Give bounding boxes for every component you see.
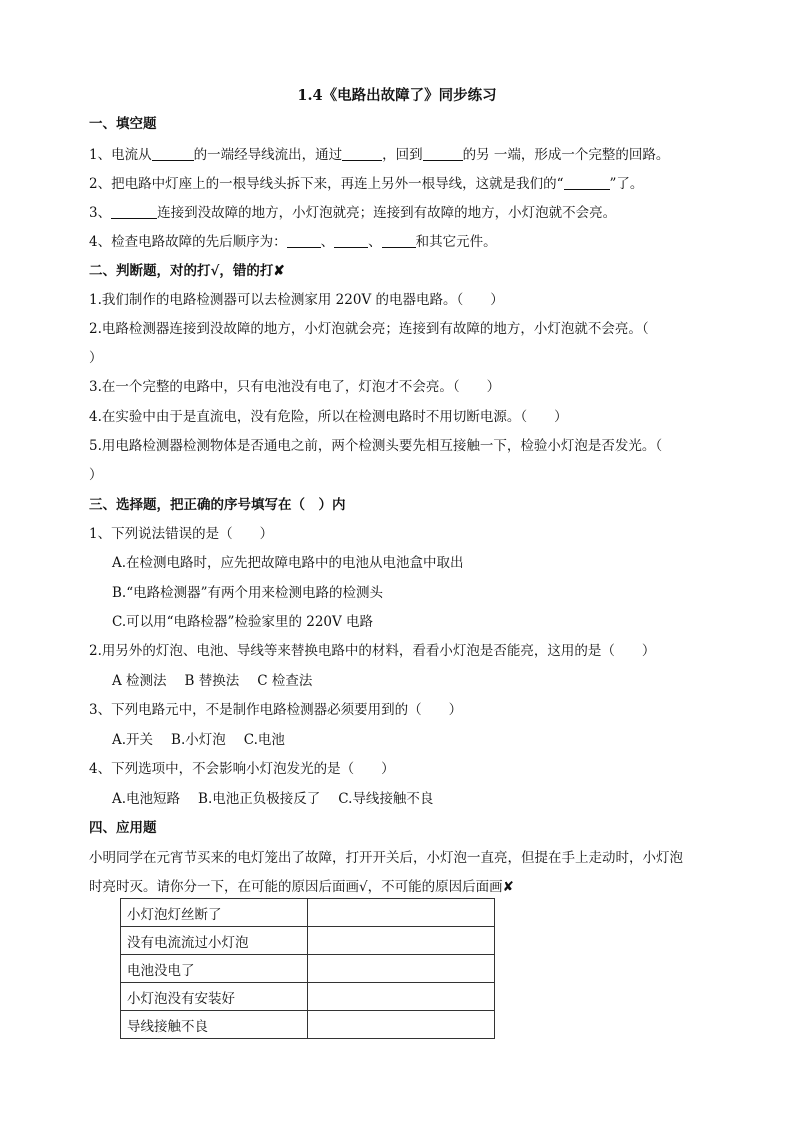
choice-q4-option-c: C.导线接触不良: [338, 791, 434, 807]
blank-2[interactable]: [342, 146, 382, 161]
choice-q2-option-a: A 检测法: [112, 673, 167, 689]
application-text-1: 小明同学在元宵节买来的电灯笼出了故障，打开开关后，小灯泡一直亮，但提在手上走动时，小灯泡: [89, 850, 683, 866]
section4-heading: 四、应用题: [89, 820, 157, 836]
section3-heading: 三、选择题，把正确的序号填写在（ ）内: [89, 497, 346, 513]
choice-q3-option-b: B.小灯泡: [171, 732, 226, 748]
q4-part4: 和其它元件。: [415, 234, 497, 250]
table-row: [121, 955, 495, 983]
answer-cell[interactable]: [308, 1011, 495, 1039]
answer-cell[interactable]: [308, 983, 495, 1011]
choice-q4-option-a: A.电池短路: [112, 791, 181, 807]
table-row: [121, 927, 495, 955]
choice-question-3: 3、下列电路元中，不是制作电路检测器必须要用到的（ ）: [89, 702, 463, 718]
page-title: 1.4《电路出故障了》同步练习: [297, 87, 497, 104]
blank-6[interactable]: [287, 233, 321, 248]
q1-part4: 的另 一端，形成一个完整的回路。: [462, 147, 670, 163]
q4-part1: 4、检查电路故障的先后顺序为：: [89, 234, 287, 250]
cause-cell: 没有电流流过小灯泡: [121, 927, 308, 955]
fill-question-3: [89, 203, 709, 223]
section1-heading: 一、填空题: [89, 116, 157, 132]
choice-q2-option-b: B 替换法: [184, 673, 240, 689]
table-row: [121, 983, 495, 1011]
choice-q1-option-c: C.可以用“电路检器”检验家里的 220V 电路: [112, 614, 374, 630]
cause-cell: 小灯泡没有安装好: [121, 983, 308, 1011]
answer-cell[interactable]: [308, 899, 495, 927]
q4-part2: 、: [320, 234, 335, 250]
choice-q3-option-a: A.开关: [112, 732, 154, 748]
answer-cell[interactable]: [308, 927, 495, 955]
judge-question-4: 4.在实验中由于是直流电，没有危险，所以在检测电路时不用切断电源。（ ）: [89, 409, 568, 425]
q1-part2: 的一端经导线流出，通过: [193, 147, 343, 163]
choice-q2-options: [112, 671, 732, 691]
cause-cell: 电池没电了: [121, 955, 308, 983]
cause-cell: 小灯泡灯丝断了: [121, 899, 308, 927]
q1-part1: 1、电流从: [89, 147, 152, 163]
q2-part2: ”了。: [609, 176, 644, 192]
blank-7[interactable]: [334, 233, 368, 248]
application-text-2: 时亮时灭。请你分一下，在可能的原因后面画√，不可能的原因后面画✘: [89, 879, 514, 895]
fill-question-2: [89, 174, 709, 194]
choice-q1-option-b: B.“电路检测器”有两个用来检测电路的检测头: [112, 585, 384, 601]
choice-q3-option-c: C.电池: [243, 732, 285, 748]
judge-question-1: 1.我们制作的电路检测器可以去检测家用 220V 的电器电路。（ ）: [89, 292, 504, 308]
choice-q4-options: [112, 789, 732, 809]
section2-heading: 二、判断题，对的打√，错的打✘: [89, 263, 285, 279]
blank-4[interactable]: [564, 175, 610, 190]
table-row: [121, 899, 495, 927]
judge-question-5-cont: ）: [89, 467, 103, 483]
choice-q2-option-c: C 检查法: [257, 673, 313, 689]
q2-part1: 2、把电路中灯座上的一根导线头拆下来，再连上另外一根导线，这就是我们的“: [89, 176, 564, 192]
q3-part1: 3、: [89, 205, 112, 221]
blank-5[interactable]: [111, 204, 157, 219]
choice-q4-option-b: B.电池正负极接反了: [198, 791, 321, 807]
q4-part3: 、: [368, 234, 382, 250]
fill-question-1: [89, 145, 709, 165]
table-row: [121, 1011, 495, 1039]
blank-1[interactable]: [152, 146, 194, 161]
cause-table: [120, 898, 495, 1039]
choice-question-2: 2.用另外的灯泡、电池、导线等来替换电路中的材料，看看小灯泡是否能亮，这用的是（ ）: [89, 643, 656, 659]
choice-question-4: 4、下列选项中，不会影响小灯泡发光的是（ ）: [89, 761, 395, 777]
fill-question-4: [89, 232, 709, 252]
blank-3[interactable]: [423, 146, 463, 161]
choice-q3-options: [112, 730, 732, 750]
judge-question-2: 2.电路检测器连接到没故障的地方，小灯泡就会亮；连接到有故障的地方，小灯泡就不会亮。（: [89, 321, 649, 337]
cause-cell: 导线接触不良: [121, 1011, 308, 1039]
judge-question-2-cont: ）: [89, 350, 103, 366]
q3-part2: 连接到没故障的地方，小灯泡就亮；连接到有故障的地方，小灯泡就不会亮。: [157, 205, 617, 221]
q1-part3: ，回到: [382, 147, 423, 163]
answer-cell[interactable]: [308, 955, 495, 983]
judge-question-5: 5.用电路检测器检测物体是否通电之前，两个检测头要先相互接触一下，检验小灯泡是否发光。（: [89, 438, 663, 454]
judge-question-3: 3.在一个完整的电路中，只有电池没有电了，灯泡才不会亮。（ ）: [89, 379, 501, 395]
choice-question-1: 1、下列说法错误的是（ ）: [89, 526, 274, 542]
choice-q1-option-a: A.在检测电路时，应先把故障电路中的电池从电池盒中取出: [112, 555, 464, 571]
blank-8[interactable]: [382, 233, 416, 248]
